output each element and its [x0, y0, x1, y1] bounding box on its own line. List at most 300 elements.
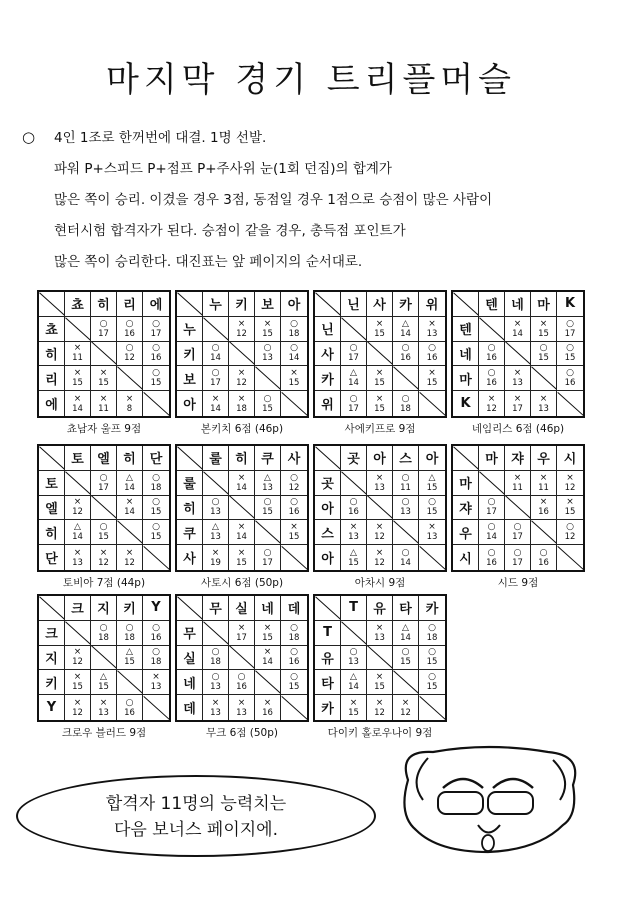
result-mark: × [375, 393, 384, 404]
result-score: 15 [150, 532, 162, 543]
self-match-cell [393, 366, 419, 391]
result-mark: × [73, 393, 82, 404]
result-cell [281, 646, 307, 671]
result-score: 15 [374, 378, 385, 389]
self-match-cell [117, 670, 143, 695]
self-match-cell [91, 646, 117, 671]
result-score: 15 [538, 328, 549, 339]
result-score: 15 [426, 682, 438, 693]
result-score: 8 [126, 403, 133, 414]
result-mark: ○ [125, 318, 134, 329]
result-cell [341, 496, 367, 521]
result-cell [143, 496, 169, 521]
result-score: 12 [564, 482, 576, 493]
result-mark: ○ [99, 622, 108, 633]
column-header: 키 [229, 292, 255, 317]
result-cell [281, 496, 307, 521]
result-score: 15 [288, 682, 300, 693]
result-score: 16 [426, 353, 438, 364]
self-match-cell [419, 391, 445, 416]
result-score: 15 [564, 353, 576, 364]
result-cell [419, 621, 445, 646]
self-match-cell [65, 621, 91, 646]
result-cell [65, 520, 91, 545]
result-score: 14 [236, 482, 247, 493]
self-match-cell [393, 670, 419, 695]
result-score: 15 [262, 632, 273, 643]
column-header: 카 [393, 292, 419, 317]
result-mark: × [375, 368, 384, 379]
result-mark: ○ [152, 472, 160, 483]
result-mark: × [263, 622, 272, 633]
result-mark: ○ [263, 393, 272, 404]
result-cell [203, 520, 229, 545]
result-mark: × [73, 697, 82, 708]
column-header: 스 [393, 446, 419, 471]
result-mark: × [513, 393, 522, 404]
result-cell [91, 545, 117, 570]
corner-cell [39, 596, 65, 621]
row-header: 시 [453, 545, 479, 570]
result-cell [393, 317, 419, 342]
result-mark: ○ [401, 647, 410, 658]
result-mark: ○ [152, 318, 160, 329]
row-header: 마 [453, 366, 479, 391]
row-header: Y [39, 695, 65, 720]
result-score: 16 [288, 657, 300, 668]
result-cell [367, 695, 393, 720]
column-header: 아 [281, 292, 307, 317]
column-header: 우 [531, 446, 557, 471]
result-cell [229, 545, 255, 570]
result-score: 15 [262, 328, 273, 339]
row-header: 보 [177, 366, 203, 391]
result-score: 15 [288, 378, 300, 389]
result-mark: △ [402, 622, 409, 633]
result-mark: × [566, 472, 574, 483]
result-mark: × [487, 393, 496, 404]
result-mark: ○ [290, 672, 298, 683]
result-mark: ○ [539, 547, 548, 558]
result-mark: × [349, 697, 358, 708]
result-cell [65, 342, 91, 367]
result-cell [341, 391, 367, 416]
row-header: 실 [177, 646, 203, 671]
league-grid [313, 594, 447, 722]
table-caption: 크로우 블러드 9점 [61, 727, 147, 739]
column-header: 마 [479, 446, 505, 471]
result-cell [91, 471, 117, 496]
result-cell [91, 670, 117, 695]
result-score: 17 [512, 532, 523, 543]
column-header: 아 [419, 446, 445, 471]
result-score: 15 [288, 532, 300, 543]
column-header: 시 [557, 446, 583, 471]
result-score: 18 [150, 657, 162, 668]
result-score: 13 [426, 532, 438, 543]
result-cell [531, 391, 557, 416]
result-mark: × [73, 343, 82, 354]
result-mark: ○ [99, 522, 108, 533]
result-mark: × [73, 497, 82, 508]
result-score: 13 [236, 707, 247, 718]
result-score: 18 [98, 632, 109, 643]
self-match-cell [117, 366, 143, 391]
result-cell [367, 391, 393, 416]
result-cell [531, 545, 557, 570]
table-caption: 네임리스 6점 (46p) [471, 423, 565, 435]
result-score: 18 [236, 403, 247, 414]
result-mark: △ [212, 522, 219, 533]
result-cell [229, 621, 255, 646]
page-title: 마지막 경기 트리플머슬 [105, 60, 517, 100]
league-grid [451, 290, 585, 418]
result-score: 13 [262, 482, 273, 493]
result-mark: × [125, 547, 134, 558]
result-cell [393, 471, 419, 496]
result-score: 15 [426, 507, 438, 518]
result-mark: × [237, 522, 246, 533]
result-mark: ○ [401, 497, 410, 508]
row-header: 데 [177, 695, 203, 720]
row-header: 네 [453, 342, 479, 367]
result-score: 15 [426, 378, 438, 389]
row-header: 리 [39, 366, 65, 391]
column-header: 쟈 [505, 446, 531, 471]
result-mark: × [428, 318, 436, 329]
league-grid [37, 594, 171, 722]
result-score: 16 [262, 707, 273, 718]
self-match-cell [341, 471, 367, 496]
result-score: 15 [98, 682, 109, 693]
table-caption: 사에키프로 9점 [344, 423, 416, 435]
result-mark: × [125, 497, 134, 508]
table-caption: 본키치 6점 (46p) [200, 423, 284, 435]
result-score: 15 [262, 507, 273, 518]
result-mark: ○ [152, 368, 160, 379]
result-score: 15 [538, 353, 549, 364]
result-cell [229, 317, 255, 342]
column-header: 실 [229, 596, 255, 621]
result-mark: ○ [566, 368, 574, 379]
result-score: 13 [374, 482, 385, 493]
result-score: 12 [564, 532, 576, 543]
result-mark: × [125, 393, 134, 404]
row-header: 히 [177, 496, 203, 521]
result-score: 18 [210, 657, 221, 668]
row-header: 엘 [39, 496, 65, 521]
self-match-cell [229, 496, 255, 521]
result-score: 11 [98, 403, 109, 414]
result-cell [367, 317, 393, 342]
result-score: 18 [124, 632, 135, 643]
result-mark: × [73, 647, 82, 658]
result-cell [117, 317, 143, 342]
result-cell [229, 520, 255, 545]
row-header: 사 [315, 342, 341, 367]
row-header: 룰 [177, 471, 203, 496]
result-cell [117, 391, 143, 416]
self-match-cell [393, 520, 419, 545]
result-cell [419, 646, 445, 671]
row-header: 쿠 [177, 520, 203, 545]
result-cell [341, 670, 367, 695]
result-mark: ○ [290, 472, 298, 483]
result-score: 15 [72, 378, 83, 389]
result-score: 17 [348, 403, 359, 414]
column-header: 곳 [341, 446, 367, 471]
result-mark: ○ [125, 697, 134, 708]
result-mark: × [375, 522, 384, 533]
result-cell [281, 366, 307, 391]
result-score: 14 [400, 632, 411, 643]
result-cell [393, 391, 419, 416]
result-cell [203, 496, 229, 521]
result-cell [557, 366, 583, 391]
column-header: T [341, 596, 367, 621]
league-grid [451, 444, 585, 572]
table-caption: 사토시 6점 (50p) [200, 577, 284, 589]
column-header: 텐 [479, 292, 505, 317]
result-cell [341, 342, 367, 367]
column-header: 누 [203, 292, 229, 317]
column-header: 히 [117, 446, 143, 471]
result-cell [143, 520, 169, 545]
self-match-cell [479, 471, 505, 496]
result-cell [91, 366, 117, 391]
league-grid [175, 444, 309, 572]
result-score: 14 [288, 353, 300, 364]
row-header: 히 [39, 520, 65, 545]
rules-text [22, 122, 607, 278]
self-match-cell [203, 471, 229, 496]
result-cell [229, 366, 255, 391]
result-mark: ○ [263, 343, 272, 354]
self-match-cell [367, 496, 393, 521]
self-match-cell [367, 646, 393, 671]
result-cell [65, 545, 91, 570]
result-cell [419, 496, 445, 521]
result-score: 13 [400, 507, 411, 518]
result-score: 14 [210, 403, 221, 414]
result-mark: ○ [487, 497, 496, 508]
result-mark: △ [350, 547, 357, 558]
column-header: 에 [143, 292, 169, 317]
self-match-cell [65, 471, 91, 496]
result-score: 14 [400, 557, 411, 568]
self-match-cell [531, 520, 557, 545]
result-mark: × [539, 472, 548, 483]
result-mark: × [375, 318, 384, 329]
row-header: 사 [177, 545, 203, 570]
result-mark: △ [100, 672, 107, 683]
league-table [175, 444, 309, 590]
result-cell [557, 471, 583, 496]
result-score: 16 [538, 507, 549, 518]
result-score: 12 [374, 707, 385, 718]
result-mark: × [237, 622, 246, 633]
result-mark: × [237, 547, 246, 558]
speech-bubble [16, 775, 376, 857]
result-score: 13 [210, 682, 221, 693]
column-header: 엘 [91, 446, 117, 471]
self-match-cell [341, 621, 367, 646]
result-cell [281, 670, 307, 695]
self-match-cell [91, 342, 117, 367]
result-score: 12 [72, 507, 83, 518]
result-score: 12 [124, 557, 135, 568]
column-header: 히 [229, 446, 255, 471]
result-mark: ○ [211, 368, 220, 379]
result-mark: ○ [487, 522, 496, 533]
result-cell [367, 621, 393, 646]
result-cell [557, 342, 583, 367]
result-mark: × [349, 522, 358, 533]
result-score: 17 [98, 482, 109, 493]
result-score: 12 [98, 557, 109, 568]
result-score: 13 [72, 557, 83, 568]
result-score: 18 [426, 632, 438, 643]
result-mark: ○ [211, 647, 220, 658]
result-score: 14 [512, 328, 523, 339]
result-mark: ○ [487, 547, 496, 558]
result-mark: ○ [152, 647, 160, 658]
column-header: Y [143, 596, 169, 621]
result-mark: △ [126, 647, 133, 658]
table-caption: 토비아 7점 (44p) [62, 577, 146, 589]
row-header: 닌 [315, 317, 341, 342]
result-cell [557, 496, 583, 521]
result-mark: △ [350, 368, 357, 379]
result-cell [117, 621, 143, 646]
result-score: 19 [210, 557, 221, 568]
result-score: 12 [72, 657, 83, 668]
self-match-cell [255, 520, 281, 545]
result-mark: × [428, 368, 436, 379]
table-caption: 쵸남자 울프 9점 [66, 423, 142, 435]
row-header: 아 [315, 545, 341, 570]
result-cell [203, 391, 229, 416]
result-cell [91, 391, 117, 416]
result-score: 16 [486, 378, 497, 389]
result-mark: ○ [428, 622, 436, 633]
result-score: 16 [150, 632, 162, 643]
result-score: 14 [400, 328, 411, 339]
result-cell [255, 545, 281, 570]
dog-mascot-icon [388, 740, 588, 870]
result-mark: × [566, 497, 574, 508]
self-match-cell [281, 391, 307, 416]
result-mark: ○ [152, 343, 160, 354]
result-score: 16 [288, 507, 300, 518]
result-mark: × [211, 697, 220, 708]
result-cell [117, 342, 143, 367]
bubble-line: 다음 보너스 페이지에. [113, 820, 278, 840]
result-mark: ○ [237, 672, 246, 683]
self-match-cell [255, 670, 281, 695]
result-score: 11 [512, 482, 523, 493]
rules-line: 많은 쪽이 승리한다. 대진표는 앞 페이지의 순서대로. [54, 254, 363, 270]
corner-cell [177, 596, 203, 621]
rules-line: 많은 쪽이 승리. 이겼을 경우 3점, 동점일 경우 1점으로 승점이 많은 사람이 [54, 192, 493, 208]
column-header: 위 [419, 292, 445, 317]
row-header: 위 [315, 391, 341, 416]
row-header: 키 [177, 342, 203, 367]
league-table [313, 290, 447, 436]
result-cell [341, 545, 367, 570]
row-header: 네 [177, 670, 203, 695]
result-score: 13 [538, 403, 549, 414]
result-mark: × [99, 393, 108, 404]
column-header: 사 [367, 292, 393, 317]
result-cell [203, 646, 229, 671]
result-cell [281, 520, 307, 545]
result-score: 12 [236, 378, 247, 389]
result-mark: × [428, 522, 436, 533]
result-cell [255, 317, 281, 342]
self-match-cell [255, 366, 281, 391]
result-cell [341, 520, 367, 545]
result-mark: × [375, 672, 384, 683]
result-cell [419, 471, 445, 496]
result-mark: ○ [513, 547, 522, 558]
result-cell [479, 391, 505, 416]
result-cell [479, 342, 505, 367]
column-header: 단 [143, 446, 169, 471]
result-mark: ○ [290, 318, 298, 329]
result-score: 15 [374, 403, 385, 414]
column-header: 타 [393, 596, 419, 621]
result-cell [91, 520, 117, 545]
result-score: 14 [72, 532, 83, 543]
row-header: 토 [39, 471, 65, 496]
result-score: 16 [538, 557, 549, 568]
column-header: 토 [65, 446, 91, 471]
result-score: 18 [150, 482, 162, 493]
result-cell [117, 695, 143, 720]
column-header: 리 [117, 292, 143, 317]
league-table [37, 594, 171, 740]
result-cell [91, 621, 117, 646]
column-header: 유 [367, 596, 393, 621]
result-cell [65, 391, 91, 416]
result-cell [255, 342, 281, 367]
self-match-cell [65, 317, 91, 342]
result-cell [419, 317, 445, 342]
result-cell [367, 520, 393, 545]
result-score: 16 [400, 353, 411, 364]
result-mark: ○ [539, 343, 548, 354]
result-cell [117, 471, 143, 496]
row-header: 카 [315, 695, 341, 720]
self-match-cell [341, 317, 367, 342]
result-cell [393, 695, 419, 720]
result-cell [505, 317, 531, 342]
result-score: 15 [262, 403, 273, 414]
league-grid [175, 290, 309, 418]
row-header: 유 [315, 646, 341, 671]
result-score: 15 [150, 378, 162, 389]
result-cell [143, 366, 169, 391]
result-mark: × [99, 368, 108, 379]
result-score: 15 [124, 657, 135, 668]
result-score: 12 [288, 482, 300, 493]
row-header: 곳 [315, 471, 341, 496]
column-header: 무 [203, 596, 229, 621]
result-cell [255, 695, 281, 720]
result-score: 13 [374, 632, 385, 643]
result-cell [229, 391, 255, 416]
